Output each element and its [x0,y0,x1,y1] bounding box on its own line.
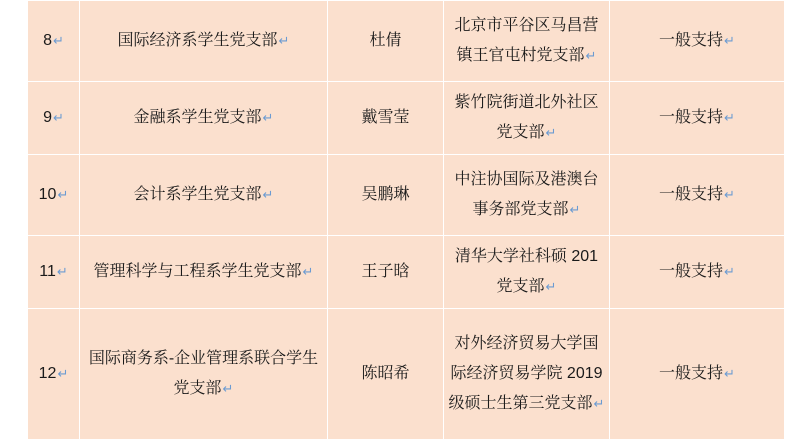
cell-index [28,1,80,82]
table-body [28,1,785,440]
cell-status-text: 一般支持 [659,109,724,126]
paragraph-mark-icon: ↵ [56,264,68,279]
paragraph-mark-icon: ↵ [302,264,314,279]
cell-unit [444,236,610,309]
paragraph-mark-icon: ↵ [262,187,274,202]
cell-status-text: 一般支持 [659,365,724,382]
cell-status-text: 一般支持 [659,32,724,49]
cell-person [328,82,444,155]
paragraph-mark-icon: ↵ [593,396,605,411]
cell-index-text: 10 [38,186,57,203]
cell-status [610,155,785,236]
paragraph-mark-icon: ↵ [724,110,735,125]
party-branch-table [27,0,785,440]
paragraph-mark-icon: ↵ [585,48,597,63]
cell-person-text: 陈昭希 [361,365,410,382]
cell-index-text: 9 [43,109,52,126]
paragraph-mark-icon: ↵ [724,33,735,48]
paragraph-mark-icon: ↵ [57,366,69,381]
cell-unit [444,155,610,236]
paragraph-mark-icon: ↵ [57,187,69,202]
cell-status-text: 一般支持 [659,263,724,280]
cell-person-text: 杜倩 [369,32,402,49]
paragraph-mark-icon: ↵ [569,202,581,217]
paragraph-mark-icon: ↵ [53,33,64,48]
cell-status [610,236,785,309]
table-row [28,82,785,155]
table-row [28,1,785,82]
cell-branch [80,82,328,155]
paragraph-mark-icon: ↵ [262,110,274,125]
cell-unit-text: 北京市平谷区马昌营镇王官屯村党支部 [454,17,599,64]
cell-branch-text: 管理科学与工程系学生党支部 [93,263,302,280]
cell-index [28,82,80,155]
cell-unit [444,82,610,155]
paragraph-mark-icon: ↵ [545,279,557,294]
cell-branch-text: 国际商务系-企业管理系联合学生党支部 [88,350,319,397]
cell-unit [444,309,610,440]
cell-person-text: 戴雪莹 [361,109,410,126]
cell-index [28,155,80,236]
cell-unit-text: 紫竹院街道北外社区党支部 [454,94,599,141]
table-row [28,236,785,309]
paragraph-mark-icon: ↵ [724,264,735,279]
cell-branch [80,309,328,440]
paragraph-mark-icon: ↵ [545,125,557,140]
cell-person [328,1,444,82]
cell-person-text: 吴鹏琳 [361,186,410,203]
cell-index [28,309,80,440]
cell-branch [80,155,328,236]
cell-status [610,309,785,440]
table-row [28,155,785,236]
cell-person [328,309,444,440]
paragraph-mark-icon: ↵ [222,381,234,396]
cell-index-text: 8 [43,32,52,49]
cell-index-text: 12 [38,365,57,382]
cell-unit-text: 对外经济贸易大学国际经济贸易学院 2019 级硕士生第三党支部 [448,335,603,412]
cell-unit-text: 中注协国际及港澳台事务部党支部 [454,171,599,218]
cell-status [610,1,785,82]
paragraph-mark-icon: ↵ [278,33,290,48]
cell-unit-text: 清华大学社科硕 201 党支部 [454,248,599,295]
cell-branch [80,1,328,82]
cell-person-text: 王子晗 [361,263,410,280]
cell-index [28,236,80,309]
paragraph-mark-icon: ↵ [53,110,64,125]
table-row [28,309,785,440]
cell-unit [444,1,610,82]
cell-status-text: 一般支持 [659,186,724,203]
paragraph-mark-icon: ↵ [724,366,735,381]
cell-branch-text: 金融系学生党支部 [133,109,262,126]
cell-status [610,82,785,155]
cell-branch-text: 会计系学生党支部 [133,186,262,203]
cell-person [328,236,444,309]
cell-person [328,155,444,236]
cell-branch [80,236,328,309]
cell-branch-text: 国际经济系学生党支部 [117,32,278,49]
cell-index-text: 11 [39,263,56,280]
paragraph-mark-icon: ↵ [724,187,735,202]
